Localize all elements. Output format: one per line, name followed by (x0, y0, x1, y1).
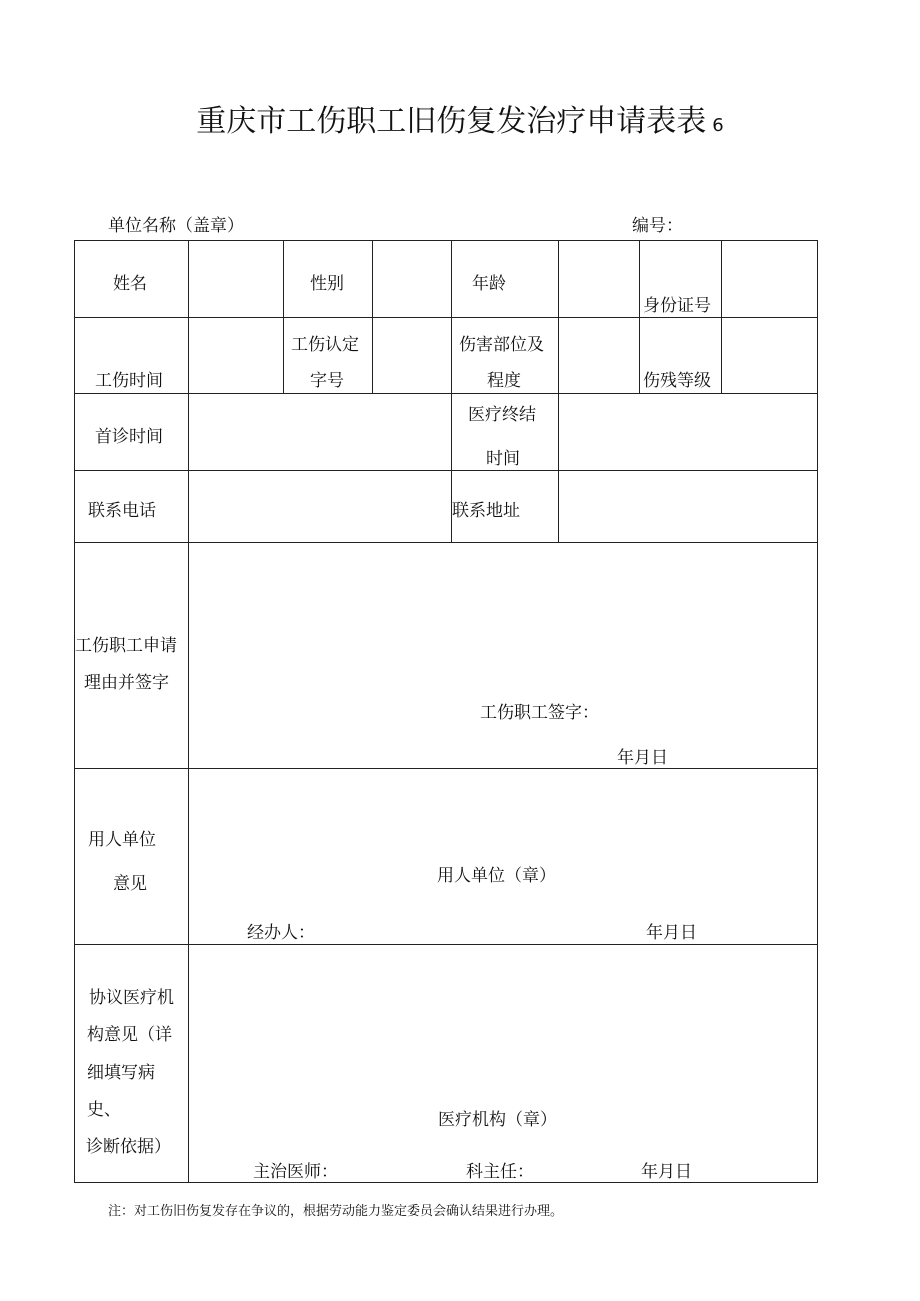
employer-label-line1: 用人单位 (88, 830, 156, 850)
title-text: 重庆市工伤职工旧伤复发治疗申请表表 (196, 104, 707, 139)
name-label: 姓名 (113, 274, 147, 294)
serial-number-label: 编号： (632, 216, 683, 236)
medical-label-line3: 细填写病 (87, 1063, 155, 1083)
injury-part-label-line2: 程度 (487, 371, 521, 391)
treatment-end-label-line2: 时间 (486, 449, 520, 469)
cert-no-label-cell (284, 318, 373, 394)
row-employer-opinion (75, 769, 818, 945)
treatment-end-input-cell[interactable] (559, 394, 818, 471)
first-visit-label: 首诊时间 (95, 427, 163, 447)
medical-opinion-cell[interactable] (189, 945, 818, 1183)
id-number-label: 身份证号 (643, 296, 711, 316)
reason-date-label: 年月日 (617, 748, 668, 768)
medical-label-cell (75, 945, 189, 1183)
disability-level-input-cell[interactable] (722, 318, 818, 394)
disability-level-label-cell (640, 318, 722, 394)
medical-label-line2: 构意见（详 (87, 1025, 172, 1045)
treatment-end-label-cell (452, 394, 559, 471)
employer-stamp-label: 用人单位（章） (437, 866, 556, 886)
injury-part-input-cell[interactable] (559, 318, 640, 394)
medical-label-line4: 史、 (87, 1100, 121, 1120)
age-label: 年龄 (472, 274, 506, 294)
reason-label-line2: 理由并签字 (84, 673, 169, 693)
gender-label: 性别 (310, 274, 344, 294)
first-visit-label-cell (75, 394, 189, 471)
row-injury-info (75, 318, 818, 394)
phone-label: 联系电话 (88, 501, 156, 521)
name-input-cell[interactable] (189, 241, 284, 318)
address-input-cell[interactable] (559, 471, 818, 543)
reason-content-cell[interactable] (189, 543, 818, 769)
injury-time-label-cell (75, 318, 189, 394)
footnote: 注：对工伤旧伤复发存在争议的，根据劳动能力鉴定委员会确认结果进行办理。 (108, 1204, 564, 1219)
employer-label-cell (75, 769, 189, 945)
title-suffix: 6 (712, 115, 724, 136)
worker-signature-label: 工伤职工签字： (480, 703, 599, 723)
employer-date-label: 年月日 (646, 923, 697, 943)
row-application-reason (75, 543, 818, 769)
row-contact (75, 471, 818, 543)
gender-input-cell[interactable] (373, 241, 452, 318)
cert-no-label-line1: 工伤认定 (291, 335, 359, 355)
first-visit-input-cell[interactable] (189, 394, 452, 471)
id-number-label-cell (640, 241, 722, 318)
medical-label-line5: 诊断依据） (86, 1137, 171, 1157)
injury-part-label-cell (452, 318, 559, 394)
row-basic-info (75, 241, 818, 318)
gender-label-cell (284, 241, 373, 318)
treatment-end-label-line1: 医疗终结 (468, 405, 536, 425)
injury-time-label: 工伤时间 (95, 371, 163, 391)
cert-no-input-cell[interactable] (373, 318, 452, 394)
row-visit-times (75, 394, 818, 471)
disability-level-label: 伤残等级 (643, 371, 711, 391)
id-number-input-cell[interactable] (722, 241, 818, 318)
employer-opinion-cell[interactable] (189, 769, 818, 945)
department-director-label: 科主任： (466, 1162, 534, 1182)
phone-label-cell (75, 471, 189, 543)
address-label: 联系地址 (452, 501, 520, 521)
handler-label: 经办人： (247, 923, 315, 943)
phone-input-cell[interactable] (189, 471, 452, 543)
address-label-cell (452, 471, 559, 543)
cert-no-label-line2: 字号 (310, 371, 344, 391)
age-label-cell (452, 241, 559, 318)
injury-time-input-cell[interactable] (189, 318, 284, 394)
employer-label-line2: 意见 (113, 874, 147, 894)
injury-part-label-line1: 伤害部位及 (459, 335, 544, 355)
application-form-table (74, 240, 818, 1183)
medical-label-line1: 协议医疗机 (89, 988, 174, 1008)
row-medical-opinion (75, 945, 818, 1183)
reason-label-line1: 工伤职工申请 (75, 636, 177, 656)
medical-date-label: 年月日 (641, 1162, 692, 1182)
reason-label-cell (75, 543, 189, 769)
age-input-cell[interactable] (559, 241, 640, 318)
unit-name-label: 单位名称（盖章） (108, 216, 244, 236)
attending-doctor-label: 主治医师： (253, 1162, 338, 1182)
medical-stamp-label: 医疗机构（章） (438, 1110, 557, 1130)
page-title (0, 96, 920, 140)
name-label-cell (75, 241, 189, 318)
